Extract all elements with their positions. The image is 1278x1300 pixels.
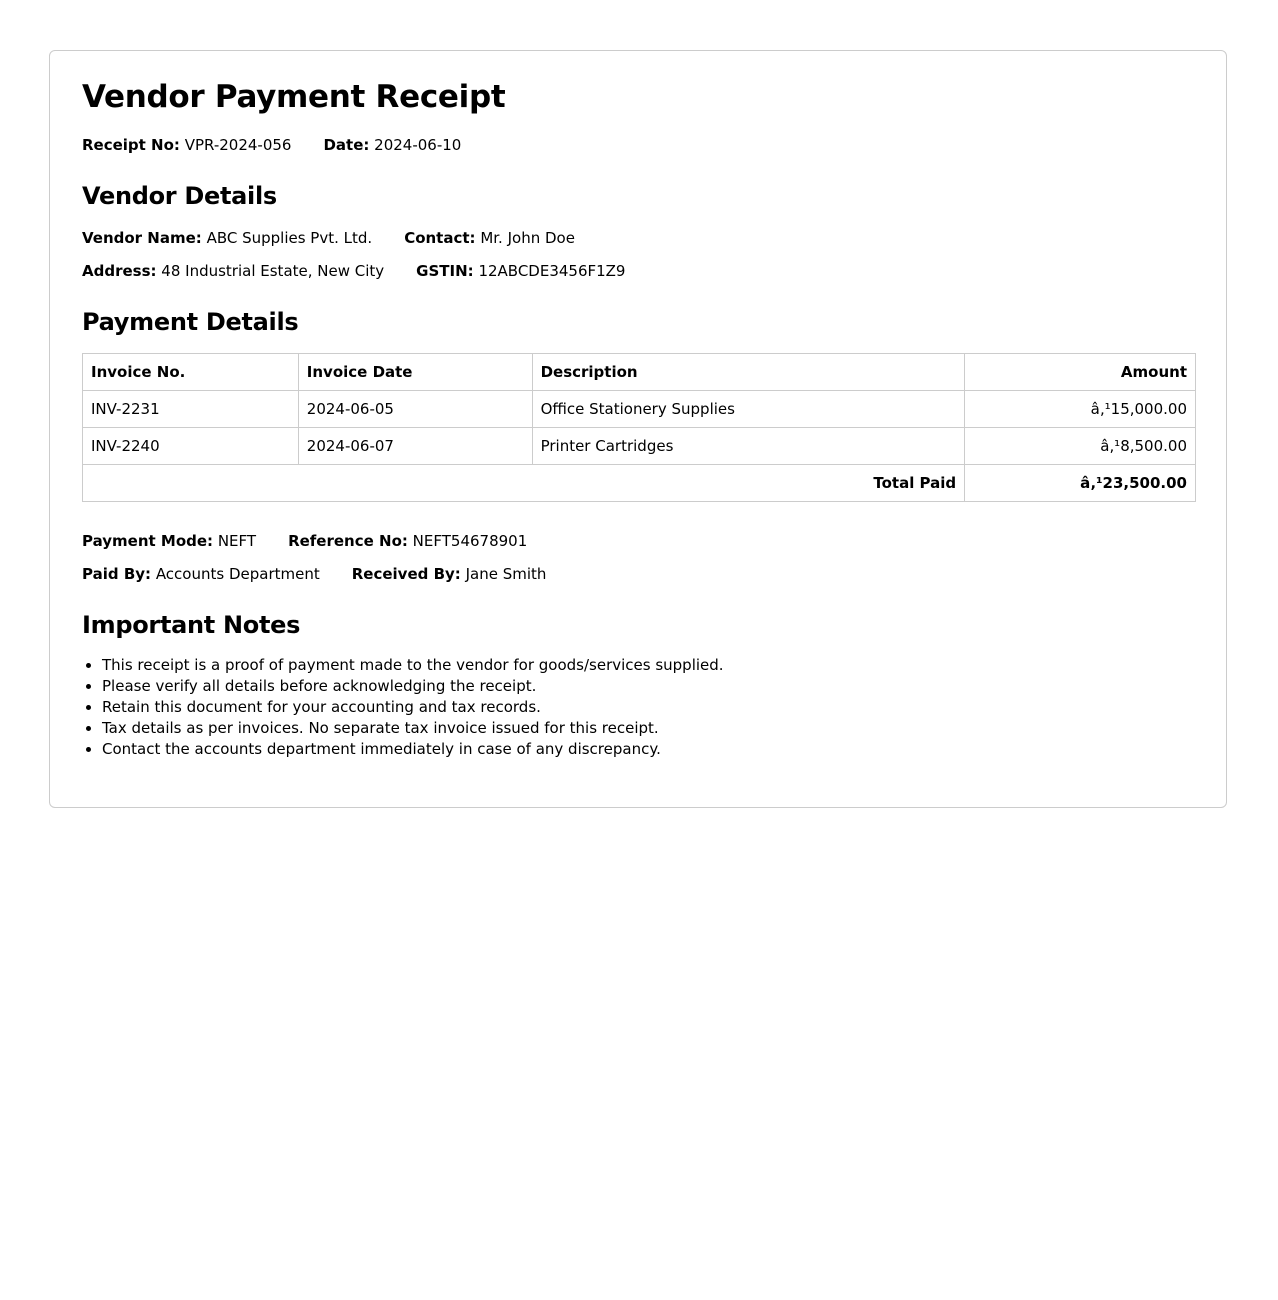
receipt-no-value: VPR-2024-056 xyxy=(184,136,292,154)
vendor-name-value: ABC Supplies Pvt. Ltd. xyxy=(206,229,373,247)
vendor-contact-field xyxy=(404,228,575,248)
column-header-invoice-date: Invoice Date xyxy=(298,354,532,391)
vendor-address-value: 48 Industrial Estate, New City xyxy=(161,262,385,280)
table-header-row xyxy=(83,354,1196,391)
vendor-gstin-label: GSTIN: xyxy=(416,262,474,280)
important-notes-heading: Important Notes xyxy=(82,611,301,639)
receipt-card xyxy=(49,50,1227,808)
receipt-date-field xyxy=(323,135,461,155)
list-item: • Please verify all details before acknowledging the receipt. xyxy=(102,676,724,697)
total-amount: â‚¹23,500.00 xyxy=(965,465,1196,502)
table-row xyxy=(83,391,1196,428)
table-row xyxy=(83,428,1196,465)
receipt-no-label: Receipt No: xyxy=(82,136,180,154)
received-by-field xyxy=(352,564,547,584)
receipt-meta xyxy=(82,135,493,155)
page-title: Vendor Payment Receipt xyxy=(82,79,506,115)
received-by-label: Received By: xyxy=(351,565,461,583)
payment-mode-value: NEFT xyxy=(217,532,257,550)
payment-details-heading: Payment Details xyxy=(82,308,299,336)
payment-mode-field xyxy=(82,531,256,551)
total-label: Total Paid xyxy=(83,465,965,502)
receipt-date-label: Date: xyxy=(323,136,370,154)
vendor-name-label: Vendor Name: xyxy=(82,229,202,247)
payment-table xyxy=(82,353,1196,502)
vendor-contact-value: Mr. John Doe xyxy=(480,229,575,247)
column-header-invoice-no: Invoice No. xyxy=(83,354,299,391)
vendor-line-2 xyxy=(82,261,657,281)
vendor-contact-label: Contact: xyxy=(404,229,476,247)
amount-cell: â‚¹15,000.00 xyxy=(965,391,1196,428)
receipt-date-value: 2024-06-10 xyxy=(374,136,462,154)
column-header-description: Description xyxy=(532,354,965,391)
invoice-no-cell: INV-2240 xyxy=(83,428,299,465)
payment-info-line-1 xyxy=(82,531,559,551)
paid-by-field xyxy=(82,564,320,584)
invoice-date-cell: 2024-06-07 xyxy=(298,428,532,465)
vendor-gstin-field xyxy=(416,261,625,281)
notes-list xyxy=(82,655,724,760)
paid-by-value: Accounts Department xyxy=(155,565,320,583)
vendor-address-label: Address: xyxy=(82,262,157,280)
total-row xyxy=(83,465,1196,502)
vendor-line-1 xyxy=(82,228,607,248)
list-item: • This receipt is a proof of payment made to the vendor for goods/services supplied. xyxy=(102,655,724,676)
reference-no-field xyxy=(288,531,527,551)
receipt-no-field xyxy=(82,135,291,155)
paid-by-label: Paid By: xyxy=(82,565,152,583)
column-header-amount: Amount xyxy=(965,354,1196,391)
invoice-no-cell: INV-2231 xyxy=(83,391,299,428)
amount-cell: â‚¹8,500.00 xyxy=(965,428,1196,465)
vendor-name-field xyxy=(82,228,372,248)
vendor-address-field xyxy=(82,261,384,281)
list-item: • Retain this document for your accounting and tax records. xyxy=(102,697,724,718)
payment-mode-label: Payment Mode: xyxy=(82,532,214,550)
received-by-value: Jane Smith xyxy=(465,565,547,583)
invoice-date-cell: 2024-06-05 xyxy=(298,391,532,428)
reference-no-value: NEFT54678901 xyxy=(412,532,528,550)
vendor-gstin-value: 12ABCDE3456F1Z9 xyxy=(478,262,626,280)
reference-no-label: Reference No: xyxy=(288,532,408,550)
payment-info-line-2 xyxy=(82,564,578,584)
vendor-details-heading: Vendor Details xyxy=(82,182,277,210)
description-cell: Printer Cartridges xyxy=(532,428,965,465)
list-item: • Tax details as per invoices. No separate tax invoice issued for this receipt. xyxy=(102,718,724,739)
list-item: • Contact the accounts department immediately in case of any discrepancy. xyxy=(102,739,724,760)
description-cell: Office Stationery Supplies xyxy=(532,391,965,428)
